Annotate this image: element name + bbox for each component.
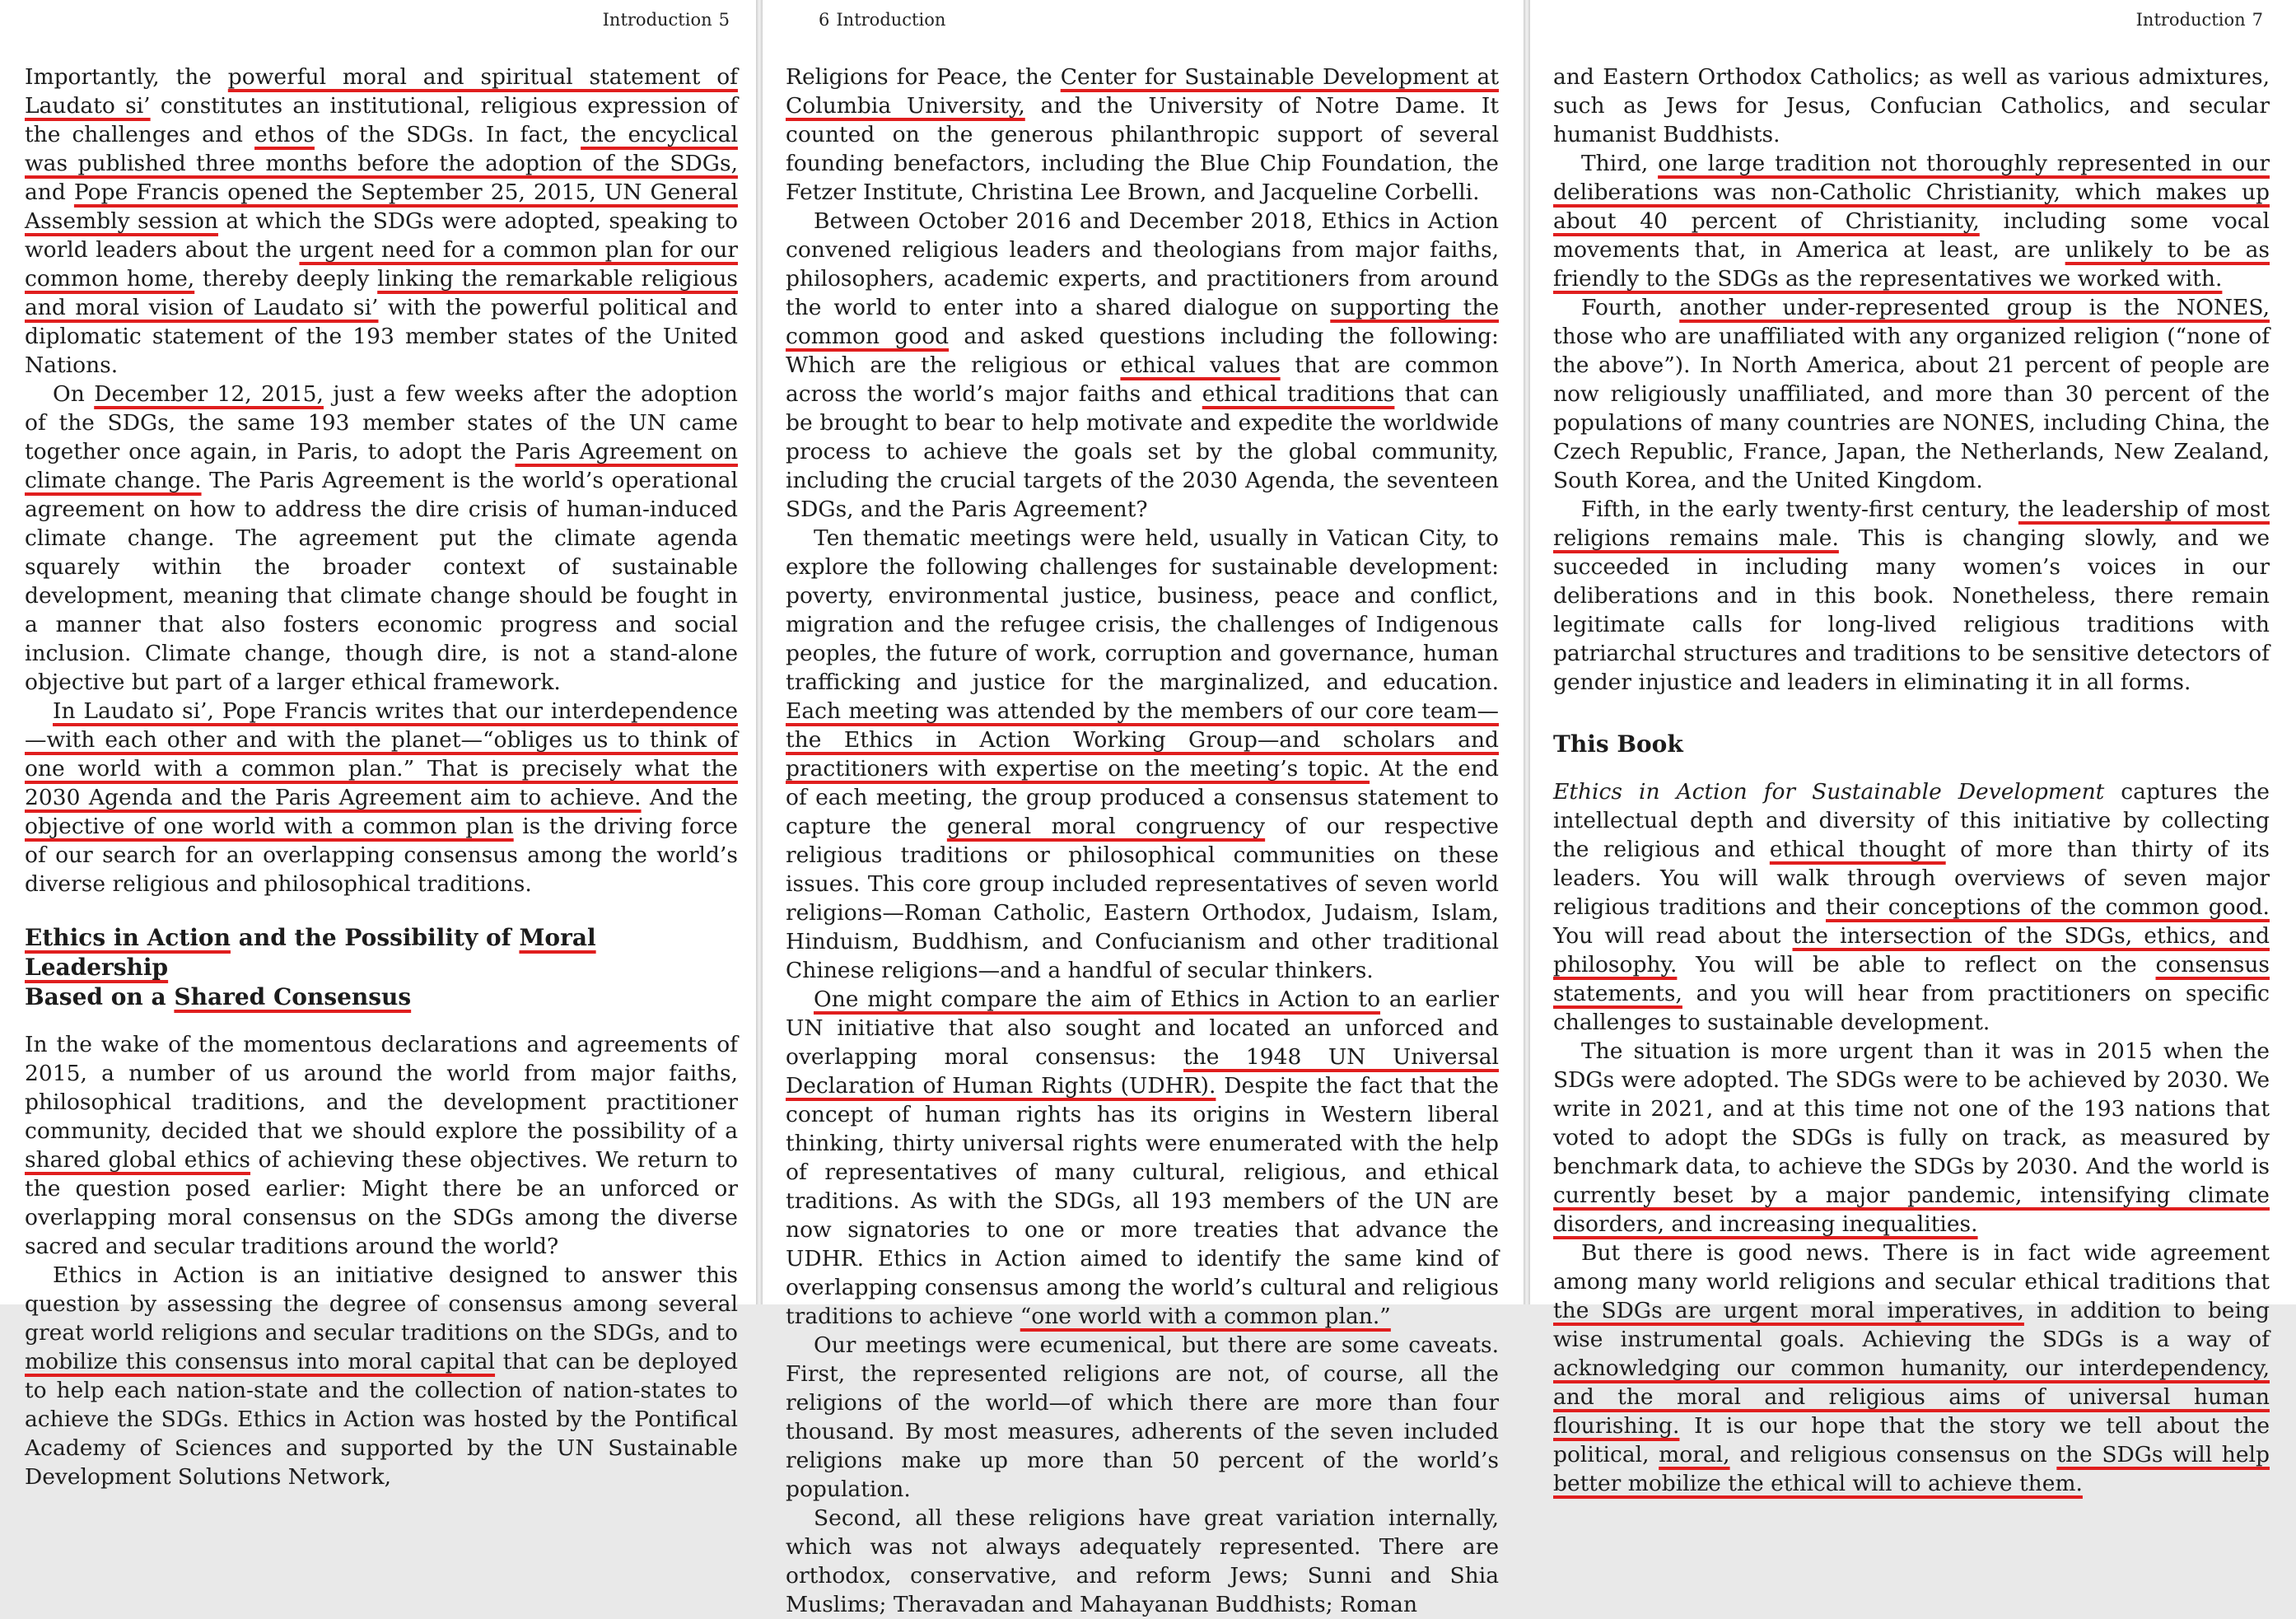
page-5 — [0, 0, 756, 1490]
highlight: urgent need for a common plan for our common home, — [25, 237, 738, 292]
text: is the driving force of our search for an overlapping consensus among the world’s diverse religious and philosophical traditions. — [25, 814, 738, 897]
text: of more than thirty of its leaders. You will walk through overviews of seven major religious traditions and — [1553, 837, 2270, 920]
highlight: One might compare the aim of Ethics in Action to — [814, 987, 1381, 1012]
page-7 — [1530, 0, 2296, 1496]
paragraph — [786, 63, 1499, 207]
text: just a few weeks after the adoption of the SDGs, the same 193 member states of the UN came together once again, in Paris, to adopt the — [25, 381, 738, 464]
page-6 — [763, 0, 1524, 1617]
page-body — [1553, 63, 2270, 1496]
text: Importantly, the — [25, 64, 228, 90]
text: Ten thematic meetings were held, usually in Vatican City, to explore the following challenges for sustainable development: poverty, environmental justice, business, peace and conflict, migration and the refugee crisis, the challenges of Indigenous peoples, the future of work, corruption and governance, human trafficking and justice for the marginalized, and education. — [786, 525, 1499, 695]
highlight: “one world with a common plan.” — [1020, 1304, 1391, 1329]
text: You will be able to reflect on the — [1677, 952, 2156, 977]
text: that are common across the world’s major faiths and — [786, 352, 1499, 407]
text: It is our hope that the story we tell about the political, — [1553, 1413, 2270, 1467]
text: Third, — [1581, 151, 1659, 176]
running-head — [2136, 10, 2270, 30]
text: and the Possibility of — [230, 924, 520, 951]
paragraph — [1553, 1037, 2270, 1239]
highlight: Shared Consensus — [174, 983, 412, 1010]
paragraph — [25, 63, 738, 380]
text: in addition to being wise instrumental goals. Achieving the SDGs is a way of — [1553, 1298, 2270, 1352]
highlight: ethos — [254, 122, 315, 147]
text: including some vocal movements that, in America at least, are — [1553, 208, 2270, 263]
highlight: the 1948 UN Universal Declaration of Human Rights (UDHR). — [786, 1044, 1500, 1099]
text: an earlier UN initiative that also sought and located an unforced and overlapping moral consensus: — [786, 987, 1499, 1070]
text: Fourth, — [1581, 295, 1680, 320]
page-body — [786, 63, 1500, 1617]
paragraph — [25, 1261, 738, 1491]
highlight: the encyclical was published three months before the adoption of the SDGs, — [25, 122, 738, 176]
highlight: Center for Sustainable Development at Columbia University, — [786, 64, 1499, 119]
highlight: shared global ethics — [25, 1147, 251, 1173]
text: that can be brought to bear to help motivate and expedite the worldwide process to achieve the goals set by the global community, including the crucial targets of the 2030 Agenda, the seventeen SDGs, and the Paris Agreement? — [786, 381, 1499, 522]
paragraph — [1553, 149, 2270, 293]
text: At the end of each meeting, the group produced a consensus statement to capture the — [786, 756, 1499, 839]
highlight: another under-represented group is the NONES, — [1679, 295, 2270, 320]
text: In the wake of the momentous declarations and agreements of 2015, a number of us around the world from major faiths, philosophical traditions, and the development practitioner community, decided that we should explore the possibility of a — [25, 1032, 738, 1144]
highlight: general moral congruency — [946, 814, 1266, 839]
highlight: the intersection of the SDGs, ethics, and philosophy. — [1553, 923, 2270, 977]
highlight: Pope Francis opened the September 25, 2015, UN General Assembly session — [25, 180, 738, 234]
highlight: Each meeting was attended by the members of our core team—the Ethics in Action Working Group—and scholars and practitioners with expertise on the meeting’s topic. — [786, 698, 1499, 782]
highlight: the SDGs are urgent moral imperatives, — [1553, 1298, 2024, 1323]
text: Between October 2016 and December 2018, Ethics in Action convened religious leaders and theologians from major faiths, philosophers, academic experts, and practitioners from around the world to enter into a shared dialogue on — [786, 208, 1499, 320]
paragraph — [1553, 293, 2270, 495]
highlight: mobilize this consensus into moral capital — [25, 1349, 496, 1374]
highlight: ethical traditions — [1202, 381, 1395, 407]
section-heading: This Book — [1553, 730, 1683, 758]
text: thereby deeply — [194, 266, 378, 292]
text: of our respective religious traditions or philosophical communities on these issues. This core group included representatives of seven world religions—Roman Catholic, Eastern Orthodox, Judaism, Islam, Hinduism, Buddhism, and Confucianism and other traditional Chinese religions—and a handful of secular thinkers. — [786, 814, 1499, 983]
highlight: consensus statements, — [1553, 952, 2270, 1006]
highlight: powerful moral and spiritual statement of Laudato si’ — [25, 64, 738, 119]
running-head — [812, 10, 945, 30]
page-number: 7 — [2252, 10, 2263, 30]
text: and — [25, 180, 74, 205]
text: and religious consensus on — [1729, 1442, 2057, 1467]
text: and the University of Notre Dame. It counted on the generous philanthropic support of several founding benefactors, including the Blue Chip Foundation, the Fetzer Institute, Christina Lee Brown, and Jacqueline Corbelli. — [786, 93, 1499, 205]
running-head — [603, 10, 736, 30]
book-title: Ethics in Action for Sustainable Development — [1553, 779, 2105, 805]
highlight: the leadership of most religions remains male. — [1553, 497, 2270, 551]
paragraph — [786, 985, 1499, 1331]
section-heading — [25, 923, 738, 1012]
highlight: Moral Leadership — [25, 924, 596, 981]
paragraph — [25, 1030, 738, 1261]
page-number: 5 — [718, 10, 730, 30]
text: On — [53, 381, 95, 407]
text: The situation is more urgent than it was in 2015 when the SDGs were adopted. The SDGs were to be achieved by 2030. We write in 2021, and at this time not one of the 193 nations that voted to adopt the SDGs is fully on track, as measured by benchmark data, to achieve the SDGs by 2030. And the world is — [1553, 1038, 2270, 1179]
paragraph — [786, 524, 1499, 985]
text: constitutes an institutional, religious expression of the challenges and — [25, 93, 738, 147]
text: and you will hear from practitioners on specific challenges to sustainable development. — [1553, 981, 2270, 1035]
highlight: unlikely to be as friendly to the SDGs as the representatives we worked with. — [1553, 237, 2270, 292]
text: This is changing slowly, and we succeeded in including many women’s voices in our deliberations and in this book. Nonetheless, there remain legitimate calls for long-lived religious traditions with patriarchal structures and traditions to be sensitive detectors of gender injustice and leaders in eliminating it in all forms. — [1553, 525, 2270, 695]
text: But there is good news. There is in fact wide agreement among many world religions and secular ethical traditions that — [1553, 1240, 2270, 1295]
highlight: ethical values — [1120, 352, 1281, 378]
paragraph — [25, 380, 738, 697]
text: of the SDGs. In fact, — [314, 122, 581, 147]
text: at which the SDGs were adopted, speaking to world leaders about the — [25, 208, 738, 263]
paragraph — [1553, 777, 2270, 1037]
highlight: In Laudato si’, Pope Francis writes that our interdependence—with each other and with the planet—“obliges us to think of one world with a common plan.” That is precisely what the 2030 Agenda and the Paris Agreement aim to achieve. — [25, 698, 738, 810]
running-head-title: Introduction — [602, 10, 712, 30]
highlight: the SDGs will help better mobilize the ethical will to achieve them. — [1553, 1442, 2270, 1496]
text: Religions for Peace, the — [786, 64, 1061, 90]
highlight: their conceptions of the common good. — [1826, 894, 2270, 920]
text: of achieving these objectives. We return to the question posed earlier: Might there be an unforced or overlapping moral consensus on the SDGs among the diverse sacred and secular traditions around the world? — [25, 1147, 738, 1259]
highlight: Paris Agreement on climate change. — [25, 439, 738, 493]
highlight: objective of one world with a common plan — [25, 814, 514, 839]
highlight: currently beset by a major pandemic, intensifying climate disorders, and increasing inequalities. — [1553, 1183, 2270, 1237]
text: Based on a — [25, 983, 175, 1010]
highlight: supporting the common good — [786, 295, 1499, 349]
running-head-title: Introduction — [836, 10, 946, 30]
paragraph: Our meetings were ecumenical, but there are some caveats. First, the represented religions are not, of course, all the religions of the world—of which there are more than four thousand. By most measures, adherents of the seven included religions make up more than 50 percent of the world’s population. — [786, 1332, 1499, 1502]
text: captures the intellectual depth and diversity of this initiative by collecting the religious and — [1553, 779, 2270, 862]
highlight: ethical thought — [1769, 837, 1946, 862]
page-body — [25, 63, 738, 1490]
highlight: linking the remarkable religious and moral vision of Laudato si’ — [25, 266, 738, 320]
text: with the powerful political and diplomatic statement of the 193 member states of the United Nations. — [25, 295, 738, 378]
page-gutter — [1524, 0, 1530, 1304]
page-number: 6 — [819, 10, 830, 30]
text: And the — [641, 785, 738, 810]
paragraph: Second, all these religions have great variation internally, which was not always adequately represented. There are orthodox, conservative, and reform Jews; Sunni and Shia Muslims; Theravadan and Mahayanan Buddhists; Roman — [786, 1505, 1499, 1617]
text: You will read about — [1553, 923, 1793, 949]
highlight: moral, — [1659, 1442, 1730, 1467]
paragraph: and Eastern Orthodox Catholics; as well as various admixtures, such as Jews for Jesus, Confucian Catholics, and secular humanist Buddhists. — [1553, 64, 2270, 147]
running-head-title: Introduction — [2135, 10, 2246, 30]
text: Despite the fact that the concept of human rights has its origins in Western liberal thinking, thirty universal rights were enumerated with the help of representatives of many cultural, religious, and ethical traditions. As with the SDGs, all 193 members of the UN are now signatories to one or more treaties that advance the UDHR. Ethics in Action aimed to identify the same kind of overlapping consensus among the world’s cultural and religious traditions to achieve — [786, 1073, 1499, 1329]
text: Fifth, in the early twenty-first century, — [1581, 497, 2018, 522]
highlight: one large tradition not thoroughly represented in our deliberations was non-Catholic Christianity, which makes up about 40 percent of Christianity, — [1553, 151, 2270, 234]
paragraph — [1553, 495, 2270, 697]
page-gutter — [756, 0, 763, 1304]
highlight: Ethics in Action — [25, 924, 231, 951]
paragraph — [786, 207, 1499, 524]
highlight: December 12, 2015, — [94, 381, 324, 407]
text: those who are unaffiliated with any organized religion (“none of the above”). In North America, about 21 percent of people are now religiously unaffiliated, and more than 30 percent of the populations of many countries are NONES, including China, the Czech Republic, France, Japan, the Netherlands, New Zealand, South Korea, and the United Kingdom. — [1553, 324, 2270, 493]
text: Ethics in Action is an initiative designed to answer this question by assessing the degree of consensus among several great world religions and secular traditions on the SDGs, and to — [25, 1262, 738, 1346]
text: and asked questions including the following: Which are the religious or — [786, 324, 1499, 378]
text: The Paris Agreement is the world’s operational agreement on how to address the dire crisis of human-induced climate change. The agreement put the climate agenda squarely within the broader context of sustainable development, meaning that climate change should be fought in a manner that also fosters economic progress and social inclusion. Climate change, though dire, is not a stand-alone objective but part of a larger ethical framework. — [25, 468, 738, 695]
text: that can be deployed to help each nation-state and the collection of nation-states to achieve the SDGs. Ethics in Action was hosted by the Pontifical Academy of Sciences and supported by the UN Sustainable Development Solutions Network, — [25, 1349, 738, 1490]
highlight: acknowledging our common humanity, our interdependency, and the moral and religious aims of universal human flourishing. — [1553, 1355, 2270, 1439]
paragraph — [25, 697, 738, 898]
paragraph — [1553, 1239, 2270, 1498]
